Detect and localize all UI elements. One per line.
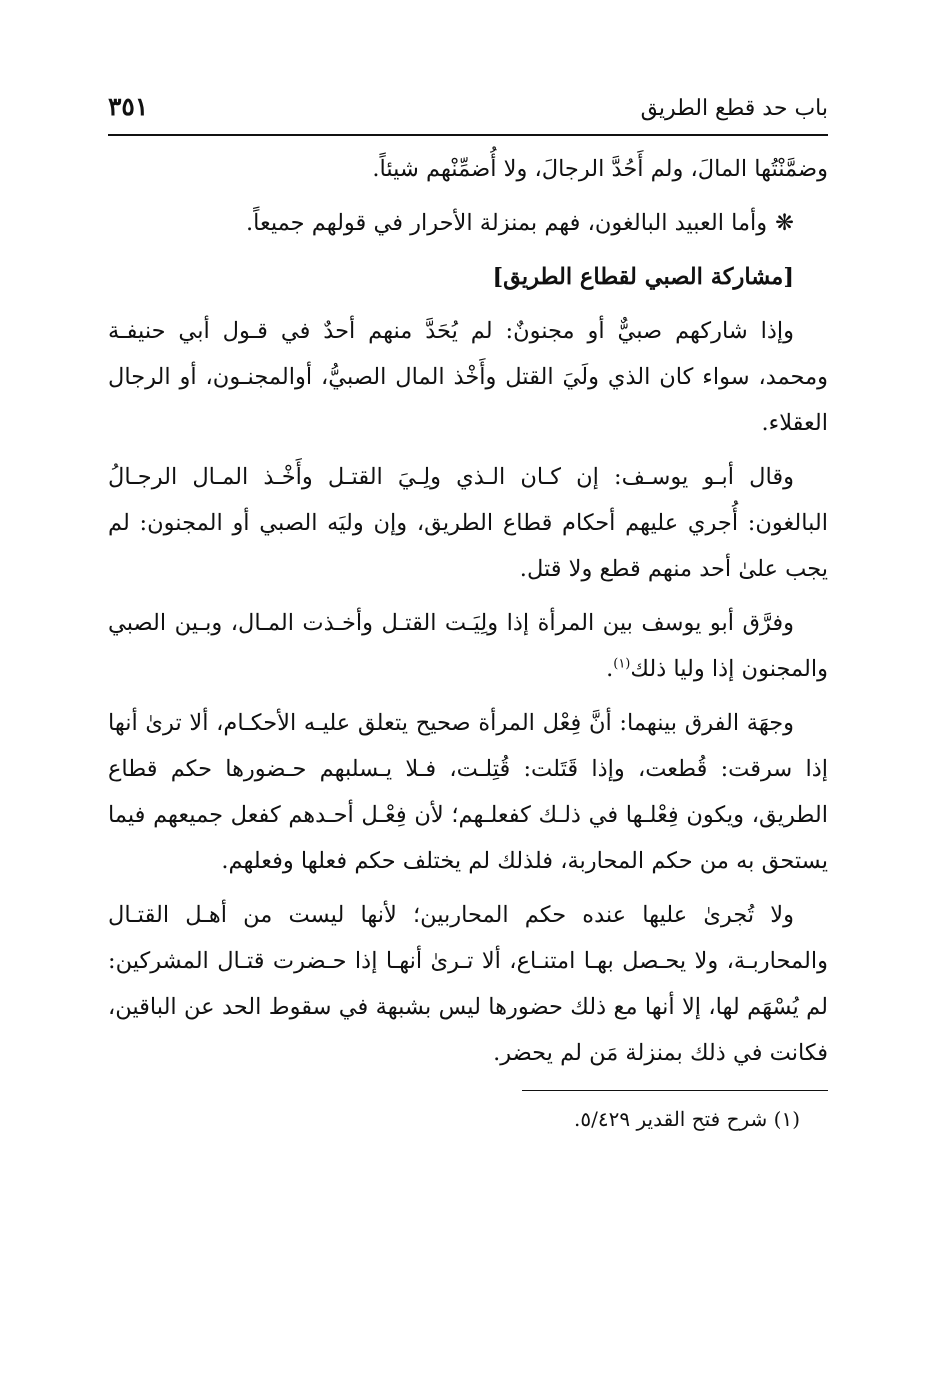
paragraph: وقال أبـو يوسـف: إن كـان الـذي ولِـيَ القتـل وأَخْـذ المـال الرجـالُ البالغون: أُجري عليهم أحكام قطاع الطريق، وإن وليَه الصبي أو المجنون: لم يجب علىٰ أحد منهم قطع ولا قتل. xyxy=(108,464,828,582)
section-heading: [مشاركة الصبي لقطاع الطريق] xyxy=(492,264,794,290)
paragraph: ولا تُجرىٰ عليها عنده حكم المحاربين؛ لأنها ليست من أهـل القتـال والمحاربـة، ولا يحـصل بهـا امتنـاع، ألا تـرىٰ أنهـا إذا حـضرت قتـال المشركين: لم يُسْهَم لها، إلا أنها مع ذلك حضورها ليس بشبهة في سقوط الحد عن الباقين، فكانت في ذلك بمنزلة مَن لم يحضر. xyxy=(108,902,828,1066)
paragraph-end: . xyxy=(606,656,614,682)
paragraph-text: وأما العبيد البالغون، فهم بمنزلة الأحرار في قولهم جميعاً. xyxy=(246,210,768,236)
star-icon: ❋ xyxy=(775,210,794,236)
paragraph: وضمَّنْتُها المالَ، ولم أَحُدَّ الرجالَ، ولا أُضمِّنْهم شيئاً. xyxy=(372,156,828,182)
paragraph: وإذا شاركهم صبيٌّ أو مجنونٌ: لم يُحَدَّ منهم أحدٌ في قـول أبي حنيفـة ومحمد، سواء كان الذي ولَيَ القتل وأَخْذ المال الصبيُّ، أوالمجنـون، أو الرجال العقلاء. xyxy=(108,318,828,436)
paragraph-text: وفرَّق أبو يوسف بين المرأة إذا ولِيَـت القتـل وأخـذت المـال، وبـين الصبي والمجنون إذا وليا ذلك xyxy=(108,610,828,682)
paragraph xyxy=(108,200,828,246)
footnote: (١) شرح فتح القدير ٥/٤٢٩. xyxy=(574,1107,800,1131)
page-body xyxy=(108,146,828,1076)
chapter-title: باب حد قطع الطريق xyxy=(640,96,828,121)
paragraph xyxy=(108,600,828,692)
footnote-divider xyxy=(522,1090,828,1091)
page-header xyxy=(108,88,828,136)
footnote-reference: (١) xyxy=(613,656,631,672)
book-page xyxy=(108,88,828,1318)
paragraph: وجهَة الفرق بينهما: أنَّ فِعْل المرأة صحيح يتعلق عليـه الأحكـام، ألا ترىٰ أنها إذا سرقت: قُطعت، وإذا قَتَلت: قُتِلـت، فـلا يـسلبهم حـضورها حكم قطاع الطريق، ويكون فِعْلـها في ذلـك كفعلـهم؛ لأن فِعْـل أحـدهم كفعل جميعهم فيما يستحق به من حكم المحاربة، فلذلك لم يختلف حكم فعلها وفعلهم. xyxy=(108,710,828,874)
page-number: ٣٥١ xyxy=(108,92,149,121)
